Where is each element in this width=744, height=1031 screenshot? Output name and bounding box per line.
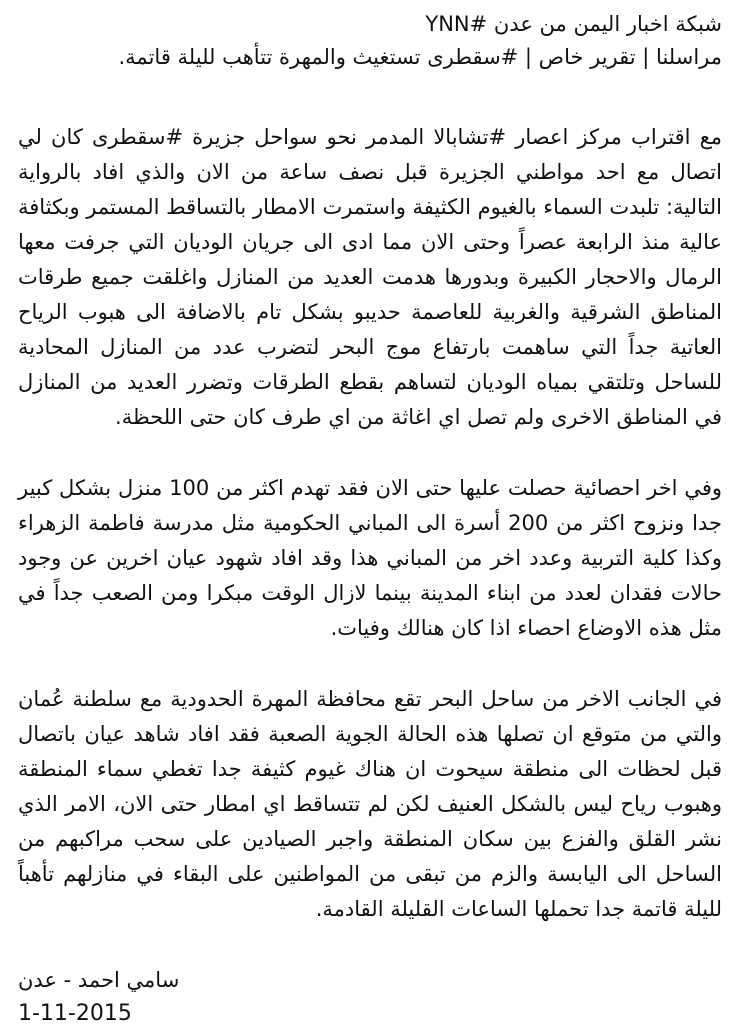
headline: مراسلنا | تقرير خاص | #سقطرى تستغيث والمهرة تتأهب لليلة قاتمة. — [118, 45, 722, 69]
article-paragraph-2: وفي اخر احصائية حصلت عليها حتى الان فقد تهدم اكثر من 100 منزل بشكل كبير جدا ونزوح اكثر من 200 أسرة الى المباني الحكومية مثل مدرسة فاطمة الزهراء وكذا كلية التربية وعدد اخر من المباني هذا وقد افاد شهود عيان اخرين عن وجود حالات فقدان لعدد من ابناء المدينة بينما لازال الوقت مبكرا ومن الصعب جداً في مثل هذه الاوضاع احصاء اذا كان هنالك وفيات. — [18, 476, 723, 640]
article-paragraph-1: مع اقتراب مركز اعصار #تشابالا المدمر نحو سواحل جزيرة #سقطرى كان لي اتصال مع احد مواطني الجزيرة قبل نصف ساعة من الان والذي افاد بالرواية التالية: تلبدت السماء بالغيوم الكثيفة واستمرت الامطار بالتساقط المستمر وبكثافة عالية منذ الرابعة عصراً وحتى الان مما ادى الى جريان الوديان التي جرفت معها الرمال والاحجار الكبيرة وبدورها هدمت العديد من المنازل واغلقت جميع طرقات المناطق الشرقية والغربية للعاصمة حديبو بشكل تام بالاضافة الى هبوب الرياح العاتية جداً التي ساهمت بارتفاع موج البحر لتضرب عدد من المنازل المحادية للساحل وتلتقي بمياه الوديان لتساهم بقطع الطرقات وتضرر العديد من المنازل في المناطق الاخرى ولم تصل اي اغاثة من اي طرف كان حتى اللحظة. — [18, 125, 722, 429]
publish-date: 1-11-2015 — [18, 1001, 132, 1026]
article-paragraph-3: في الجانب الاخر من ساحل البحر تقع محافظة المهرة الحدودية مع سلطنة عُمان والتي من متوقع ان تصلها هذه الحالة الجوية الصعبة فقد افاد شاهد عيان باتصال قبل لحظات الى منطقة سيحوت ان هناك غيوم كثيفة جدا تغطي سماء المنطقة وهبوب رياح ليس بالشكل العنيف لكن لم تتساقط اي امطار حتى الان، الامر الذي نشر القلق والفزع بين سكان المنطقة واجبر الصيادين على سحب مراكبهم من الساحل الى اليابسة والزم من تبقى من المواطنين على البقاء في منازلهم تأهباً لليلة قاتمة جدا تحملها الساعات القليلة القادمة. — [18, 687, 722, 921]
source-line: شبكة اخبار اليمن من عدن #YNN — [425, 12, 722, 36]
author-signature: سامي احمد - عدن — [18, 968, 180, 992]
